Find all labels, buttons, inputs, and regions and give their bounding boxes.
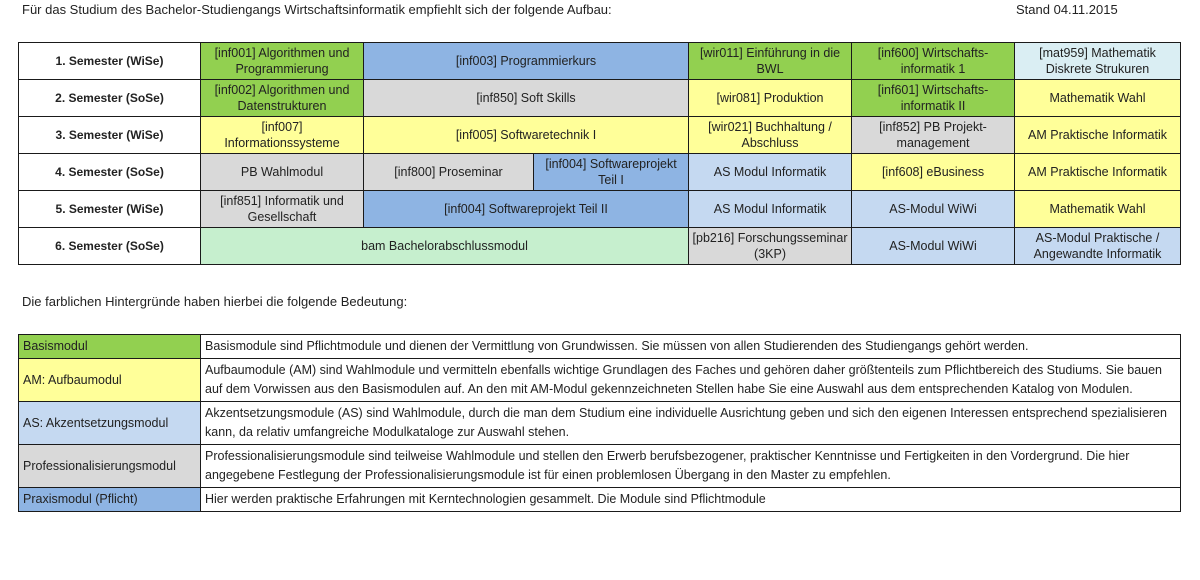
module-cell: AS-Modul Praktische / Angewandte Informatik: [1015, 228, 1181, 265]
semester-label: 4. Semester (SoSe): [19, 154, 201, 191]
legend-key: Professionalisierungsmodul: [19, 445, 201, 488]
legend-row: [19, 335, 1181, 359]
module-cell: [wir081] Produktion: [689, 80, 852, 117]
study-plan-body: [19, 43, 1181, 265]
legend-body: [19, 335, 1181, 512]
intro-text: Für das Studium des Bachelor-Studiengangs Wirtschaftsinformatik empfiehlt sich der folgende Aufbau:: [22, 2, 612, 17]
module-cell: [inf851] Informatik und Gesellschaft: [201, 191, 364, 228]
module-cell: [inf005] Softwaretechnik I: [364, 117, 689, 154]
module-cell: [inf002] Algorithmen und Datenstrukturen: [201, 80, 364, 117]
module-cell: [inf007] Informationssysteme: [201, 117, 364, 154]
semester-row: [19, 43, 1181, 80]
legend-row: [19, 488, 1181, 512]
legend-key: AS: Akzentsetzungsmodul: [19, 402, 201, 445]
module-cell: [inf003] Programmierkurs: [364, 43, 689, 80]
legend-description: Professionalisierungsmodule sind teilweise Wahlmodule und stellen den Erwerb berufsbezogener, praktischer Kenntnisse und Fertigkeiten in den Vordergrund. Die hier angegebene Festlegung der Professionalisierungsmodule ist für einen problemlosen Übergang in den Master zu empfehlen.: [201, 445, 1181, 488]
legend-row: [19, 445, 1181, 488]
module-cell: AS Modul Informatik: [689, 154, 852, 191]
semester-row: [19, 191, 1181, 228]
module-cell: [wir021] Buchhaltung / Abschluss: [689, 117, 852, 154]
module-cell: AM Praktische Informatik: [1015, 154, 1181, 191]
color-legend-table: [18, 334, 1181, 512]
module-cell: PB Wahlmodul: [201, 154, 364, 191]
legend-key: Praxismodul (Pflicht): [19, 488, 201, 512]
semester-row: [19, 154, 1181, 191]
legend-intro-text: Die farblichen Hintergründe haben hierbei die folgende Bedeutung:: [22, 294, 408, 309]
module-cell: [inf600] Wirtschafts-informatik 1: [852, 43, 1015, 80]
legend-description: Hier werden praktische Erfahrungen mit Kerntechnologien gesammelt. Die Module sind Pflichtmodule: [201, 488, 1181, 512]
module-cell: [inf852] PB Projekt-management: [852, 117, 1015, 154]
semester-label: 2. Semester (SoSe): [19, 80, 201, 117]
stand-date: Stand 04.11.2015: [1016, 2, 1118, 17]
module-cell: AS Modul Informatik: [689, 191, 852, 228]
module-cell: [inf004] Softwareprojekt Teil I: [534, 154, 689, 191]
module-cell: [inf800] Proseminar: [364, 154, 534, 191]
module-cell: bam Bachelorabschlussmodul: [201, 228, 689, 265]
legend-key: Basismodul: [19, 335, 201, 359]
semester-row: [19, 80, 1181, 117]
module-cell: [mat959] Mathematik Diskrete Strukuren: [1015, 43, 1181, 80]
module-cell: Mathematik Wahl: [1015, 191, 1181, 228]
semester-label: 3. Semester (WiSe): [19, 117, 201, 154]
module-cell: [pb216] Forschungsseminar (3KP): [689, 228, 852, 265]
semester-label: 6. Semester (SoSe): [19, 228, 201, 265]
legend-key: AM: Aufbaumodul: [19, 359, 201, 402]
module-cell: [inf601] Wirtschafts-informatik II: [852, 80, 1015, 117]
semester-label: 1. Semester (WiSe): [19, 43, 201, 80]
legend-description: Akzentsetzungsmodule (AS) sind Wahlmodule, durch die man dem Studium eine individuelle Ausrichtung geben und sich den eigenen Interessen entsprechend spezialisieren kann, da relativ umfangreiche Modulkataloge zur Auswahl stehen.: [201, 402, 1181, 445]
module-cell: AM Praktische Informatik: [1015, 117, 1181, 154]
module-cell: AS-Modul WiWi: [852, 191, 1015, 228]
module-cell: [inf001] Algorithmen und Programmierung: [201, 43, 364, 80]
legend-description: Basismodule sind Pflichtmodule und dienen der Vermittlung von Grundwissen. Sie müssen von allen Studierenden des Studiengangs gehört werden.: [201, 335, 1181, 359]
study-plan-table: [18, 42, 1181, 265]
module-cell: Mathematik Wahl: [1015, 80, 1181, 117]
legend-row: [19, 402, 1181, 445]
module-cell: [inf608] eBusiness: [852, 154, 1015, 191]
module-cell: [inf850] Soft Skills: [364, 80, 689, 117]
legend-row: [19, 359, 1181, 402]
semester-label: 5. Semester (WiSe): [19, 191, 201, 228]
semester-row: [19, 117, 1181, 154]
module-cell: [inf004] Softwareprojekt Teil II: [364, 191, 689, 228]
module-cell: AS-Modul WiWi: [852, 228, 1015, 265]
legend-description: Aufbaumodule (AM) sind Wahlmodule und vermitteln ebenfalls wichtige Grundlagen des Faches und gehören daher größtenteils zum Pflichtbereich des Studiums. Sie bauen auf dem Vorwissen aus den Basismodulen auf. An den mit AM-Modul gekennzeichneten Stellen habe Sie eine Auswahl aus dem entsprechenden Katalog von Modulen.: [201, 359, 1181, 402]
semester-row: [19, 228, 1181, 265]
module-cell: [wir011] Einführung in die BWL: [689, 43, 852, 80]
